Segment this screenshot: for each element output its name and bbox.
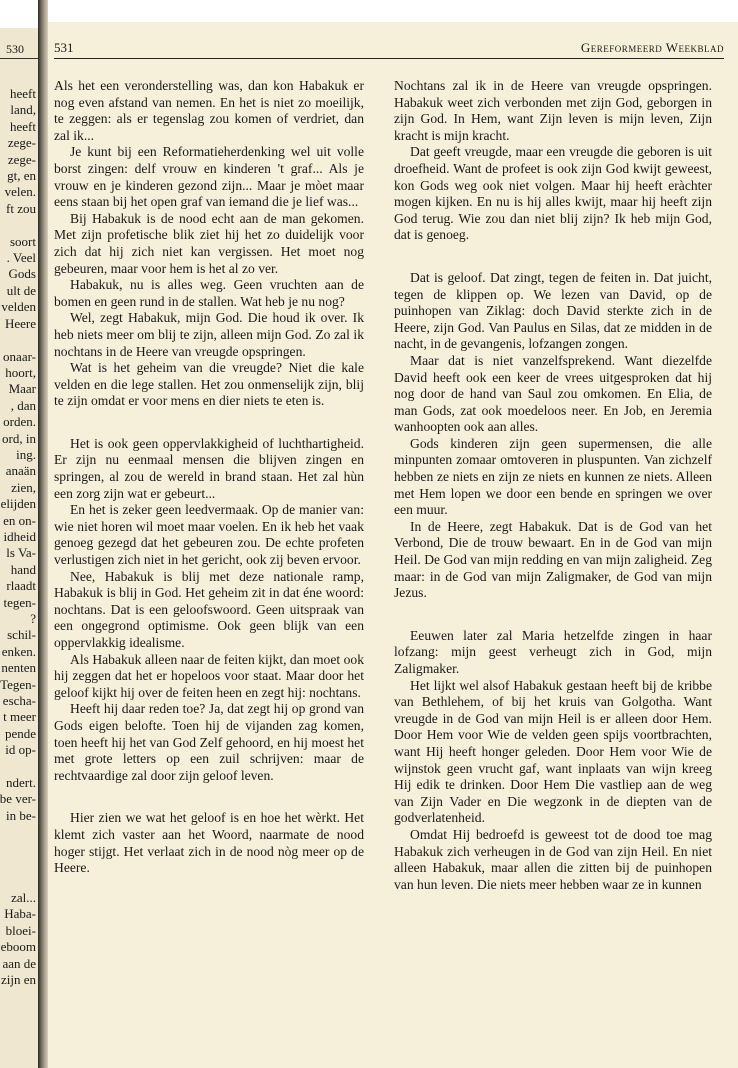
previous-page-line: eboom [0,939,36,955]
previous-page-line: zege- [7,135,36,151]
previous-page-line: Maar [8,381,36,397]
previous-page-line [0,874,36,890]
previous-page-line: en on- [3,512,36,528]
previous-page-line: tegen- [3,594,36,610]
paragraph: Omdat Hij bedroefd is geweest tot de dood toe mag Habakuk zich verheugen in de God van zijn Heil. En niet alleen Habakuk, maar allen die zitten bij de puinhopen van hun leven. Die niets meer hebben waar ze in kunnen [394,826,712,892]
paragraph: In de Heere, zegt Habakuk. Dat is de God van het Verbond, Die de trouw bewaart. En in de God van mijn Heil. De God van mijn redding en van mijn zaligheid. Zeg maar: in de God van mijn Zaligmaker, de God van mijn Jezus. [394,518,712,601]
previous-page-line: zijn en [0,971,36,987]
previous-page-text-fragments [0,86,36,988]
previous-page-line: rlaadt [6,578,36,594]
paragraph: Nee, Habakuk is blij met deze nationale ramp, Habakuk is blij in God. Het geheim zit in dat éne woord: nochtans. Dat is een geloofswoord. Geen uitspraak van een ongegrond optimisme. Ook geen blijk van een oppervlakkig idealisme. [54,568,364,650]
previous-page-line: velen. [4,184,36,200]
paragraph: Wat is het geheim van die vreugde? Niet die kale velden en die lege stallen. Het zou onmenselijk zijn, blij te zijn omdat er voor mens en dier niets te eten is. [54,360,364,409]
previous-page-line: orden. [3,414,36,430]
previous-page-line: gt, en [7,168,36,184]
previous-page-line: zege- [7,151,36,167]
previous-page-line: , dan [10,397,36,413]
previous-page-line: land, [10,102,36,118]
previous-page-line: anaän [5,463,36,479]
left-column [54,78,364,877]
previous-page-header-rule [0,58,38,59]
paragraph: Je kunt bij een Reformatieherdenking wel uit volle borst zingen: delf vrouw en kinderen 't graf... Als je vrouw en je kinderen gezond zijn... Maar je mòet maar eens staan bij het open graf van iemand die je lief was... [54,144,364,210]
previous-page-line: nenten [1,660,36,676]
previous-page-line: heeft [10,118,36,134]
previous-page-line: bloei- [5,922,36,938]
previous-page-line: escha- [2,693,36,709]
header-rule [54,58,724,59]
previous-page-number: 530 [6,42,24,56]
previous-page-line: id op- [5,742,36,758]
paragraph: Dat geeft vreugde, maar een vreugde die geboren is uit droefheid. Want de profeet is ook zijn God kwijt geweest, kon Gods weg ook niet volgen. Maar hij heeft eràchter mogen kijken. En nu is hij alles kwijt, maar hij heeft zijn God terug. Wie zou dan niet blij zijn? Ik heb mijn God, dat is genoeg. [394,144,712,243]
previous-page-line: Haba- [4,906,36,922]
page-header [54,40,724,56]
previous-page-line: ls Va- [6,545,36,561]
previous-page-line: soort [10,233,36,249]
book-gutter [38,0,48,1068]
paragraph: Eeuwen later zal Maria hetzelfde zingen in haar lofzang: mijn geest verheugt zich in God, mijn Zaligmaker. [394,627,712,676]
paragraph: Gods kinderen zijn geen supermensen, die alle minpunten zomaar omtoveren in pluspunten. Van zichzelf hebben ze niets en zijn ze niets en kunnen ze niets. Alleen met Hem lopen we door een bende en springen we over een muur. [394,435,712,518]
previous-page-line: zien, [11,479,36,495]
paragraph: Hier zien we wat het geloof is en hoe het wèrkt. Het klemt zich vaster aan het Woord, naarmate de nood hoger stijgt. Het verlaat zich in de nood nòg meer op de Heere. [54,810,364,876]
paragraph: Maar dat is niet vanzelfsprekend. Want diezelfde David heeft ook een keer de vrees uitgesproken dat hij nog door de hand van Saul zou omkomen. En Elia, de man Gods, zat ook moedeloos neer. En Job, en Jeremia wanhoopten ook aan alles. [394,352,712,435]
previous-page-line: Gods [8,266,36,282]
previous-page-line [0,332,36,348]
previous-page-line: ing. [16,446,36,462]
previous-page-line: ft zou [6,200,36,216]
paragraph: Nochtans zal ik in de Heere van vreugde opspringen. Habakuk weet zich verbonden met zijn God, geborgen in zijn God. In Hem, want Zijn leven is mijn leven, Zijn kracht is mijn kracht. [394,78,712,143]
previous-page-line: pende [4,725,36,741]
previous-page-line: onaar- [3,348,36,364]
previous-page-line: ndert. [6,775,36,791]
previous-page-line [0,824,36,840]
previous-page-line: heeft [10,86,36,101]
right-column [394,78,712,893]
previous-page-edge [0,28,38,1068]
paragraph: Het lijkt wel alsof Habakuk gestaan heeft bij de kribbe van Bethlehem, of bij het kruis van Golgotha. Want vreugde in de God van mijn Heil is er alleen door Hem. Door Hem voor Wie de velden geen spijs voortbrachten, want Hij heeft honger geleden. Door Hem voor Wie de wijnstok geen vrucht gaf, want inplaats van wijn kreeg Hij edik te drinken. Door Hem Die vastliep aan de weg van Zijn Vader en Die wegzonk in de diepten van de godverlatenheid. [394,677,712,826]
paragraph: Het is ook geen oppervlakkigheid of luchthartigheid. Er zijn nu eenmaal mensen die blijven zingen en springen, al zou de wereld in brand staan. Het zal hùn een zorg zijn wat er gebeurt... [54,435,364,501]
previous-page-line: ult de [6,282,36,298]
previous-page-line: hoort, [5,364,36,380]
paragraph: Bij Habakuk is de nood echt aan de man gekomen. Met zijn profetische blik ziet hij het zo duidelijk voor zich dat hij zich niet kan vergissen. Het moet nog gebeuren, maar voor hem is het al zo ver. [54,210,364,276]
previous-page-line [0,841,36,857]
previous-page-line: elijden [0,496,36,512]
paragraph: Heeft hij daar reden toe? Ja, dat zegt hij op grond van Gods eigen belofte. Toen hij de vijanden zag komen, toen heeft hij het van God Zelf gehoord, en hij moest het met grote letters op een zuil schrijven: maar de rechtvaardige zal door zijn geloof leven. [54,701,364,783]
previous-page-line: hand [10,561,36,577]
previous-page-line: ord, in [2,430,36,446]
previous-page-line: Heere [4,315,36,331]
previous-page-line: zal... [11,889,36,905]
paragraph: Habakuk, nu is alles weg. Geen vruchten aan de bomen en geen rund in de stallen. Wat heb je nu nog? [54,277,364,309]
paragraph: Als het een veronderstelling was, dan kon Habakuk er nog even afstand van nemen. En het is niet zo moeilijk, te zeggen: als er tegenslag zou komen of verdriet, dan zal ik... [54,78,364,143]
previous-page-line: enken. [1,643,36,659]
previous-page-line: in be- [6,807,36,823]
previous-page-line: schil- [7,627,36,643]
previous-page-line: velden [1,299,36,315]
paragraph: Dat is geloof. Dat zingt, tegen de feiten in. Dat juicht, tegen de klippen op. We lezen van David, op de puinhopen van Ziklag: doch David sterkte zich in de Heere, zijn God. Van Paulus en Silas, dat ze midden in de nacht, in de gevangenis, lofzangen zongen. [394,269,712,352]
paragraph: Als Habakuk alleen naar de feiten kijkt, dan moet ook hij zeggen dat het er hopeloos voor staat. Maar door het geloof kijkt hij over de feiten heen en zegt hij: nochtans. [54,651,364,700]
page-number: 531 [54,40,74,55]
paragraph: En het is zeker geen leedvermaak. Op de manier van: wie niet horen wil moet maar voelen. En ik heb het vaak genoeg gezegd dat het gebeuren zou. De echte profeten verlustigen zich niet in het gericht, ook zij beven ervoor. [54,502,364,568]
publication-title: Gereformeerd Weekblad [580,40,724,55]
previous-page-line [0,759,36,775]
page [48,22,738,1068]
previous-page-line: aan de [2,955,36,971]
previous-page-line: Tegen- [0,676,36,692]
previous-page-line: be ver- [0,791,36,807]
previous-page-line: . Veel [6,250,36,266]
previous-page-line: t meer [3,709,36,725]
previous-page-line [0,217,36,233]
previous-page-line [0,857,36,873]
previous-page-line: ? [30,611,36,626]
previous-page-line: idheid [3,528,36,544]
paragraph: Wel, zegt Habakuk, mijn God. Die houd ik over. Ik heb niets meer om blij te zijn, alleen mijn God. Zo zal ik nochtans in de Heere van vreugde opspringen. [54,310,364,359]
